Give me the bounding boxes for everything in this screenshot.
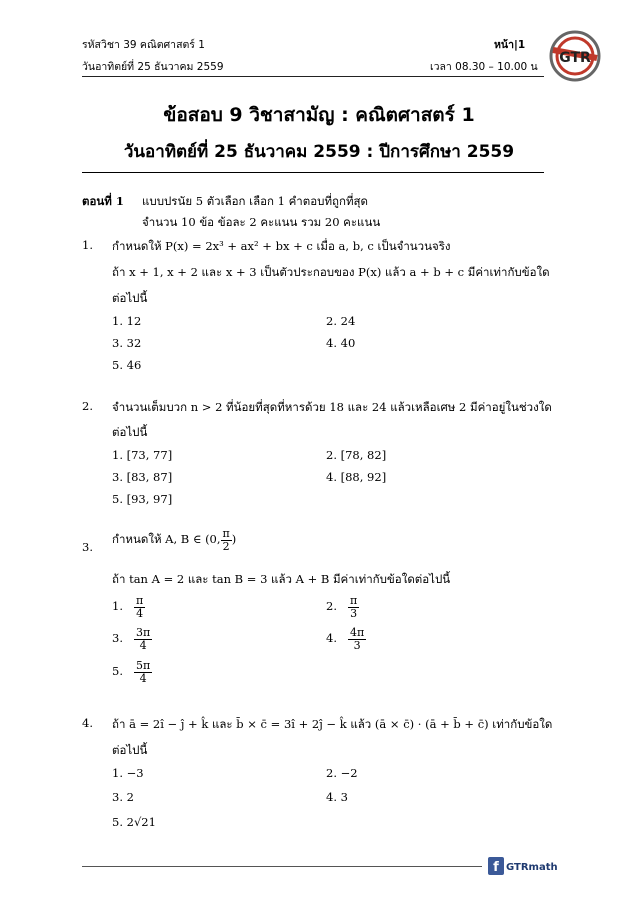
exam-subtitle: วันอาทิตย์ที่ 25 ธันวาคม 2559 : ปีการศึกษา 2559 <box>123 142 515 162</box>
q4-line-1: ถ้า ā = 2î − ĵ + k̂ และ b̄ × c̄ = 3î + 2ĵ − k̂ แล้ว (ā × c̄) · (ā + b̄ + c̄) เท่ากับข้อใด <box>112 717 553 731</box>
page-number: หน้า|1 <box>494 39 526 51</box>
q4-choice-3: 3. 2 <box>112 790 134 804</box>
course-code: รหัสวิชา 39 คณิตศาสตร์ 1 <box>82 39 205 51</box>
q1-line-3: ต่อไปนี้ <box>112 291 148 305</box>
section-desc-1: แบบปรนัย 5 ตัวเลือก เลือก 1 คำตอบที่ถูกที่สุด <box>142 194 369 208</box>
q3-choice-2: 2. $\frac{\pi}{3}$ <box>326 594 358 620</box>
q2-choice-2: 2. [78, 82] <box>326 448 387 462</box>
q1-choice-3: 3. 32 <box>112 336 142 350</box>
q4-choice-2: 2. −2 <box>326 766 358 780</box>
q1-choice-2: 2. 24 <box>326 314 356 328</box>
q1-choice-4: 4. 40 <box>326 336 356 350</box>
q3-choice-4: 4. $\frac{4\pi}{3}$ <box>326 626 365 652</box>
brand-text: GTRmath <box>506 862 558 873</box>
q2-choice-1: 1. [73, 77] <box>112 448 173 462</box>
exam-time: เวลา 08.30 – 10.00 น <box>430 61 538 73</box>
q1-choice-1: 1. 12 <box>112 314 142 328</box>
facebook-icon: f <box>493 860 499 875</box>
q4-line-2: ต่อไปนี้ <box>112 743 148 757</box>
q2-choice-4: 4. [88, 92] <box>326 470 387 484</box>
q4-choice-4: 4. 3 <box>326 790 348 804</box>
q2-line-1: จำนวนเต็มบวก n > 2 ที่น้อยที่สุดที่หารด้วย 18 และ 24 แล้วเหลือเศษ 2 มีค่าอยู่ในช่วงใด <box>112 400 552 414</box>
q2-line-2: ต่อไปนี้ <box>112 425 148 439</box>
q3-line-2: ถ้า tan A = 2 และ tan B = 3 แล้ว A + B มีค่าเท่ากับข้อใดต่อไปนี้ <box>112 572 451 586</box>
exam-title: ข้อสอบ 9 วิชาสามัญ : คณิตศาสตร์ 1 <box>163 104 475 126</box>
q3-choice-1: 1. $\frac{\pi}{4}$ <box>112 594 144 620</box>
footer-rule <box>82 866 482 867</box>
q3-number: 3. <box>82 540 93 554</box>
q3-line-1: กำหนดให้ A, B ∈ (0, $\frac{\pi}{2}$ ) <box>112 527 237 553</box>
gtrmath-brand <box>488 857 558 875</box>
q1-number: 1. <box>82 238 93 252</box>
q4-choice-1: 1. −3 <box>112 766 144 780</box>
q4-number: 4. <box>82 716 93 730</box>
q1-choice-5: 5. 46 <box>112 358 142 372</box>
q4-choice-5: 5. 2√21 <box>112 815 156 829</box>
q3-choice-3: 3. $\frac{3\pi}{4}$ <box>112 626 151 652</box>
header-rule <box>82 76 544 77</box>
title-rule <box>82 172 544 173</box>
logo-text: GTR <box>559 50 591 66</box>
q3-choice-5: 5. $\frac{5\pi}{4}$ <box>112 659 151 685</box>
q2-choice-5: 5. [93, 97] <box>112 492 173 506</box>
section-label: ตอนที่ 1 <box>82 194 124 208</box>
q2-choice-3: 3. [83, 87] <box>112 470 173 484</box>
q1-line-2: ถ้า x + 1, x + 2 และ x + 3 เป็นตัวประกอบของ P(x) แล้ว a + b + c มีค่าเท่ากับข้อใด <box>112 265 550 279</box>
q1-line-1: กำหนดให้ P(x) = 2x³ + ax² + bx + c เมื่อ a, b, c เป็นจำนวนจริง <box>112 239 451 253</box>
gtr-logo <box>547 28 603 84</box>
section-desc-2: จำนวน 10 ข้อ ข้อละ 2 คะแนน รวม 20 คะแนน <box>142 215 381 229</box>
q2-number: 2. <box>82 399 93 413</box>
exam-date: วันอาทิตย์ที่ 25 ธันวาคม 2559 <box>82 61 224 73</box>
